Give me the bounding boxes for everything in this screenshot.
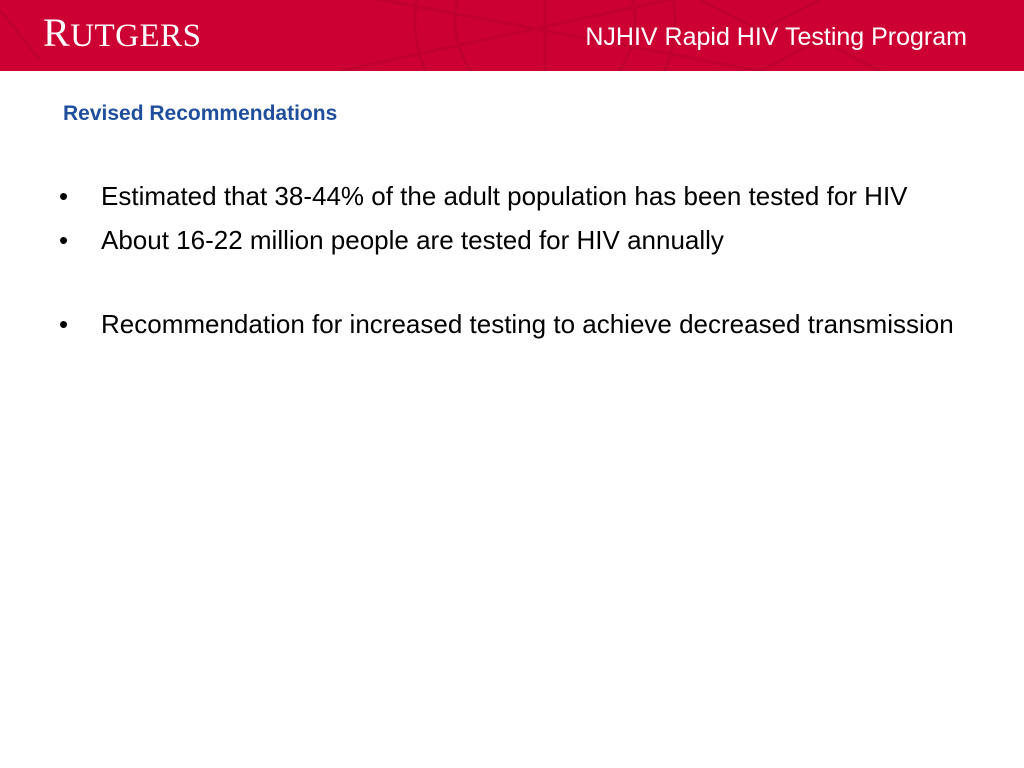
bullet-item <box>57 177 977 215</box>
rutgers-logo <box>43 11 202 58</box>
bullet-list <box>57 177 977 343</box>
logo-rest: UTGERS <box>70 18 202 54</box>
bullet-item <box>57 305 977 343</box>
slide-heading: Revised Recommendations <box>63 102 338 125</box>
bullet-icon: • <box>59 225 69 255</box>
program-title: NJHIV Rapid HIV Testing Program <box>585 23 967 51</box>
header-bar <box>0 0 1024 71</box>
bullet-icon: • <box>59 309 69 339</box>
bullet-text: Recommendation for increased testing to achieve decreased transmission <box>101 309 954 339</box>
logo-initial: R <box>43 10 71 55</box>
bullet-text: About 16-22 million people are tested for HIV annually <box>101 225 724 255</box>
bullet-item <box>57 221 977 259</box>
bullet-text: Estimated that 38-44% of the adult population has been tested for HIV <box>101 181 908 211</box>
bullet-icon: • <box>59 181 69 211</box>
